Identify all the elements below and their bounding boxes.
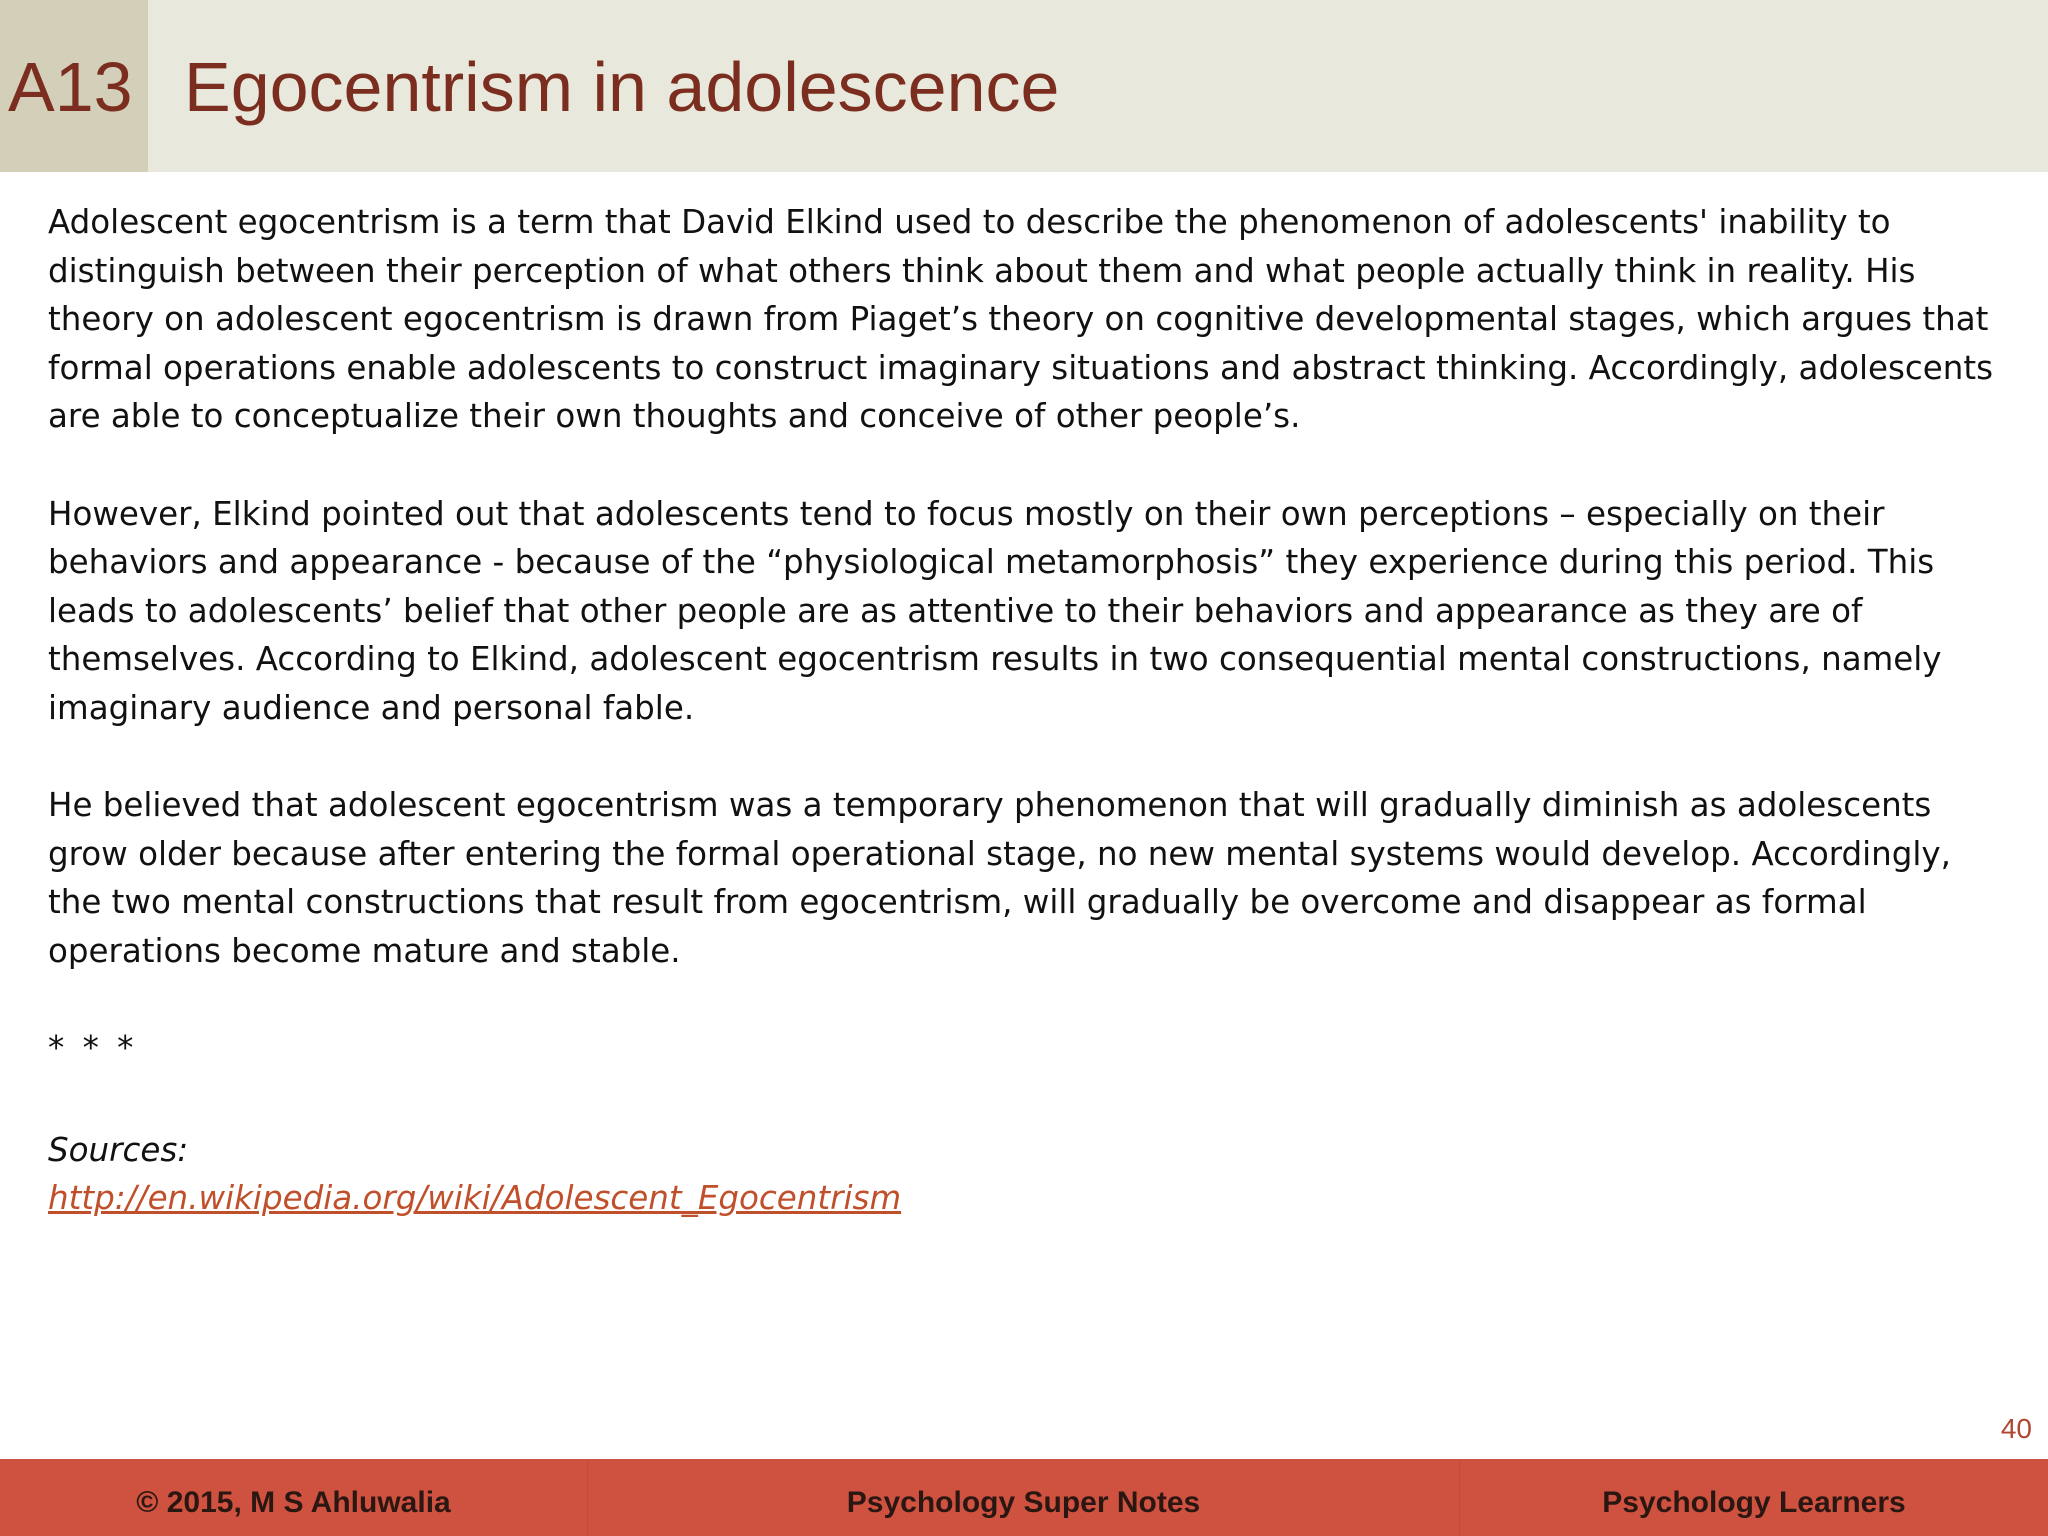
- footer-publisher: Psychology Learners: [1602, 1485, 1906, 1519]
- slide-title: Egocentrism in adolescence: [184, 48, 1060, 126]
- footer-copyright: © 2015, M S Ahluwalia: [0, 1459, 588, 1536]
- separator-stars: * * *: [48, 1029, 138, 1068]
- section-code: A13: [8, 48, 133, 126]
- page-number: 40: [2000, 1413, 2032, 1444]
- source-link[interactable]: http://en.wikipedia.org/wiki/Adolescent_Egocentrism: [48, 1179, 902, 1218]
- section-code-box: [0, 0, 148, 172]
- paragraph-3: He believed that adolescent egocentrism was a temporary phenomenon that will gradually diminish as adolescents grow older because after entering the formal operational stage, no new mental systems would develop. Accordingly, the two mental constructions that result from egocentrism, will gradually be overcome and disappear as formal operations become mature and stable.: [48, 786, 1951, 970]
- paragraph-1: Adolescent egocentrism is a term that David Elkind used to describe the phenomenon of adolescents' inability to distinguish between their perception of what others think about them and what people actually think in reality. His theory on adolescent egocentrism is drawn from Piaget’s theory on cognitive developmental stages, which argues that formal operations enable adolescents to construct imaginary situations and abstract thinking. Accordingly, adolescents are able to conceptualize their own thoughts and conceive of other people’s.: [48, 203, 1994, 436]
- slide-header: [0, 0, 2048, 172]
- sources-label: Sources:: [48, 1130, 189, 1169]
- slide-content: [48, 198, 1998, 1223]
- footer-series-title: Psychology Super Notes: [588, 1459, 1460, 1536]
- paragraph-2: However, Elkind pointed out that adolescents tend to focus mostly on their own perceptions – especially on their behaviors and appearance - because of the “physiological metamorphosis” they experience during this period. This leads to adolescents’ belief that other people are as attentive to their behaviors and appearance as they are of themselves. According to Elkind, adolescent egocentrism results in two consequential mental constructions, namely imaginary audience and personal fable.: [48, 494, 1942, 727]
- slide-footer: [0, 1459, 2048, 1536]
